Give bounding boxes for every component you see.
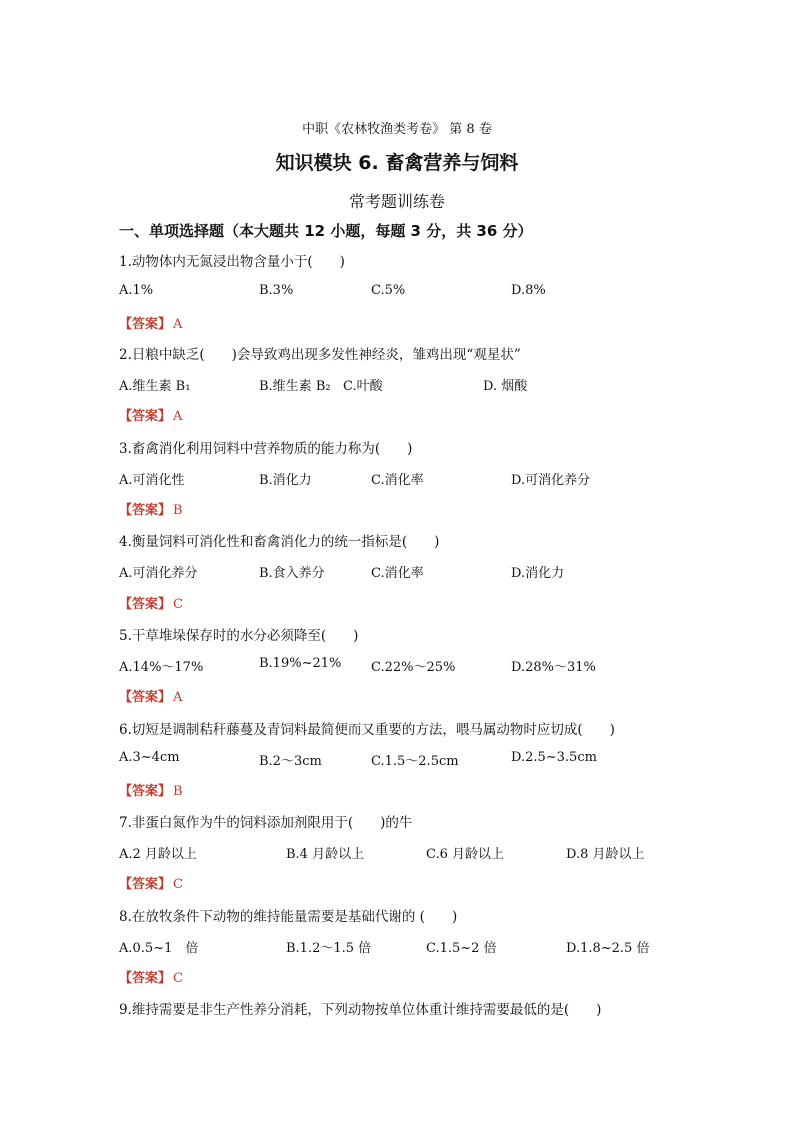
option-row — [119, 750, 679, 768]
option-a: A.0.5~1 倍 — [119, 941, 199, 956]
option-d: D.8% — [511, 283, 546, 298]
option-row — [119, 843, 679, 861]
option-a: A.可消化养分 — [119, 566, 198, 581]
answer-tag: 【答案】 — [119, 317, 172, 332]
answer-line — [119, 780, 183, 799]
option-row — [119, 656, 679, 674]
option-b: B.食入养分 — [259, 566, 325, 581]
option-c: C.消化率 — [371, 566, 424, 581]
paper-subtitle: 常考题训练卷 — [348, 192, 445, 211]
option-c: C.叶酸 — [343, 379, 383, 394]
option-d: D.8 月龄以上 — [566, 847, 645, 862]
option-c: C.22%～25% — [371, 660, 456, 675]
option-b: B.维生素 B₂ — [259, 379, 331, 394]
answer-value: C — [173, 877, 183, 892]
answer-value: A — [173, 317, 183, 332]
option-a: A.维生素 B₁ — [119, 379, 191, 394]
answer-tag: 【答案】 — [119, 409, 172, 424]
answer-value: C — [173, 971, 183, 986]
option-b: B.2～3cm — [259, 754, 322, 769]
option-row — [119, 562, 679, 580]
answer-tag: 【答案】 — [119, 784, 172, 799]
answer-line — [119, 967, 183, 986]
option-d: D.消化力 — [511, 566, 565, 581]
question-stem: 1.动物体内无氮浸出物含量小于( ) — [119, 254, 345, 270]
option-row — [119, 469, 679, 487]
option-c: C.6 月龄以上 — [426, 847, 505, 862]
question-stem: 9.维持需要是非生产性养分消耗，下列动物按单位体重计维持需要最低的是( ) — [119, 1002, 602, 1018]
option-c: C.消化率 — [371, 473, 424, 488]
answer-value: C — [173, 597, 183, 612]
question-stem: 5.干草堆垛保存时的水分必须降至( ) — [119, 628, 359, 644]
question-stem: 6.切短是调制秸秆藤蔓及青饲料最简便而又重要的方法，喂马属动物时应切成( ) — [119, 722, 615, 738]
option-row — [119, 937, 679, 955]
module-title: 知识模块 6. 畜禽营养与饲料 — [275, 152, 519, 174]
section-heading: 一、单项选择题（本大题共 12 小题，每题 3 分，共 36 分） — [119, 222, 533, 240]
option-b: B.19%~21% — [259, 656, 342, 671]
answer-line — [119, 873, 183, 892]
option-a: A.1% — [119, 283, 154, 298]
option-c: C.1.5~2 倍 — [426, 941, 497, 956]
answer-value: A — [173, 690, 183, 705]
option-a: A.可消化性 — [119, 473, 185, 488]
answer-value: B — [173, 784, 183, 799]
question-stem: 4.衡量饲料可消化性和畜禽消化力的统一指标是( ) — [119, 534, 440, 550]
option-d: D.可消化养分 — [511, 473, 591, 488]
answer-line — [119, 313, 182, 332]
answer-value: A — [173, 409, 183, 424]
question-stem: 2.日粮中缺乏( )会导致鸡出现多发性神经炎，雏鸡出现“观星状” — [119, 347, 521, 363]
answer-line — [119, 686, 182, 705]
option-b: B.3% — [259, 283, 294, 298]
option-b: B.消化力 — [259, 473, 312, 488]
answer-tag: 【答案】 — [119, 690, 172, 705]
answer-line — [119, 499, 183, 518]
option-b: B.4 月龄以上 — [286, 847, 365, 862]
question-stem: 3.畜禽消化利用饲料中营养物质的能力称为( ) — [119, 441, 413, 457]
option-b: B.1.2～1.5 倍 — [286, 941, 372, 956]
answer-tag: 【答案】 — [119, 503, 172, 518]
answer-tag: 【答案】 — [119, 597, 172, 612]
option-a: A.2 月龄以上 — [119, 847, 197, 862]
question-stem: 8.在放牧条件下动物的维持能量需要是基础代谢的 ( ) — [119, 909, 458, 925]
exam-series-header: 中职《农林牧渔类考卷》 第 8 卷 — [302, 122, 492, 137]
answer-line — [119, 405, 182, 424]
option-d: D.1.8~2.5 倍 — [566, 941, 650, 956]
answer-tag: 【答案】 — [119, 877, 172, 892]
option-d: D. 烟酸 — [483, 379, 528, 394]
option-a: A.3~4cm — [119, 750, 180, 765]
option-d: D.2.5~3.5cm — [511, 750, 597, 765]
option-row — [119, 375, 679, 393]
option-d: D.28%～31% — [511, 660, 596, 675]
answer-tag: 【答案】 — [119, 971, 172, 986]
option-a: A.14%～17% — [119, 660, 204, 675]
option-row — [119, 283, 679, 301]
option-c: C.5% — [371, 283, 406, 298]
option-c: C.1.5～2.5cm — [371, 754, 459, 769]
answer-line — [119, 593, 183, 612]
answer-value: B — [173, 503, 183, 518]
question-stem: 7.非蛋白氮作为牛的饲料添加剂限用于( )的牛 — [119, 815, 413, 831]
